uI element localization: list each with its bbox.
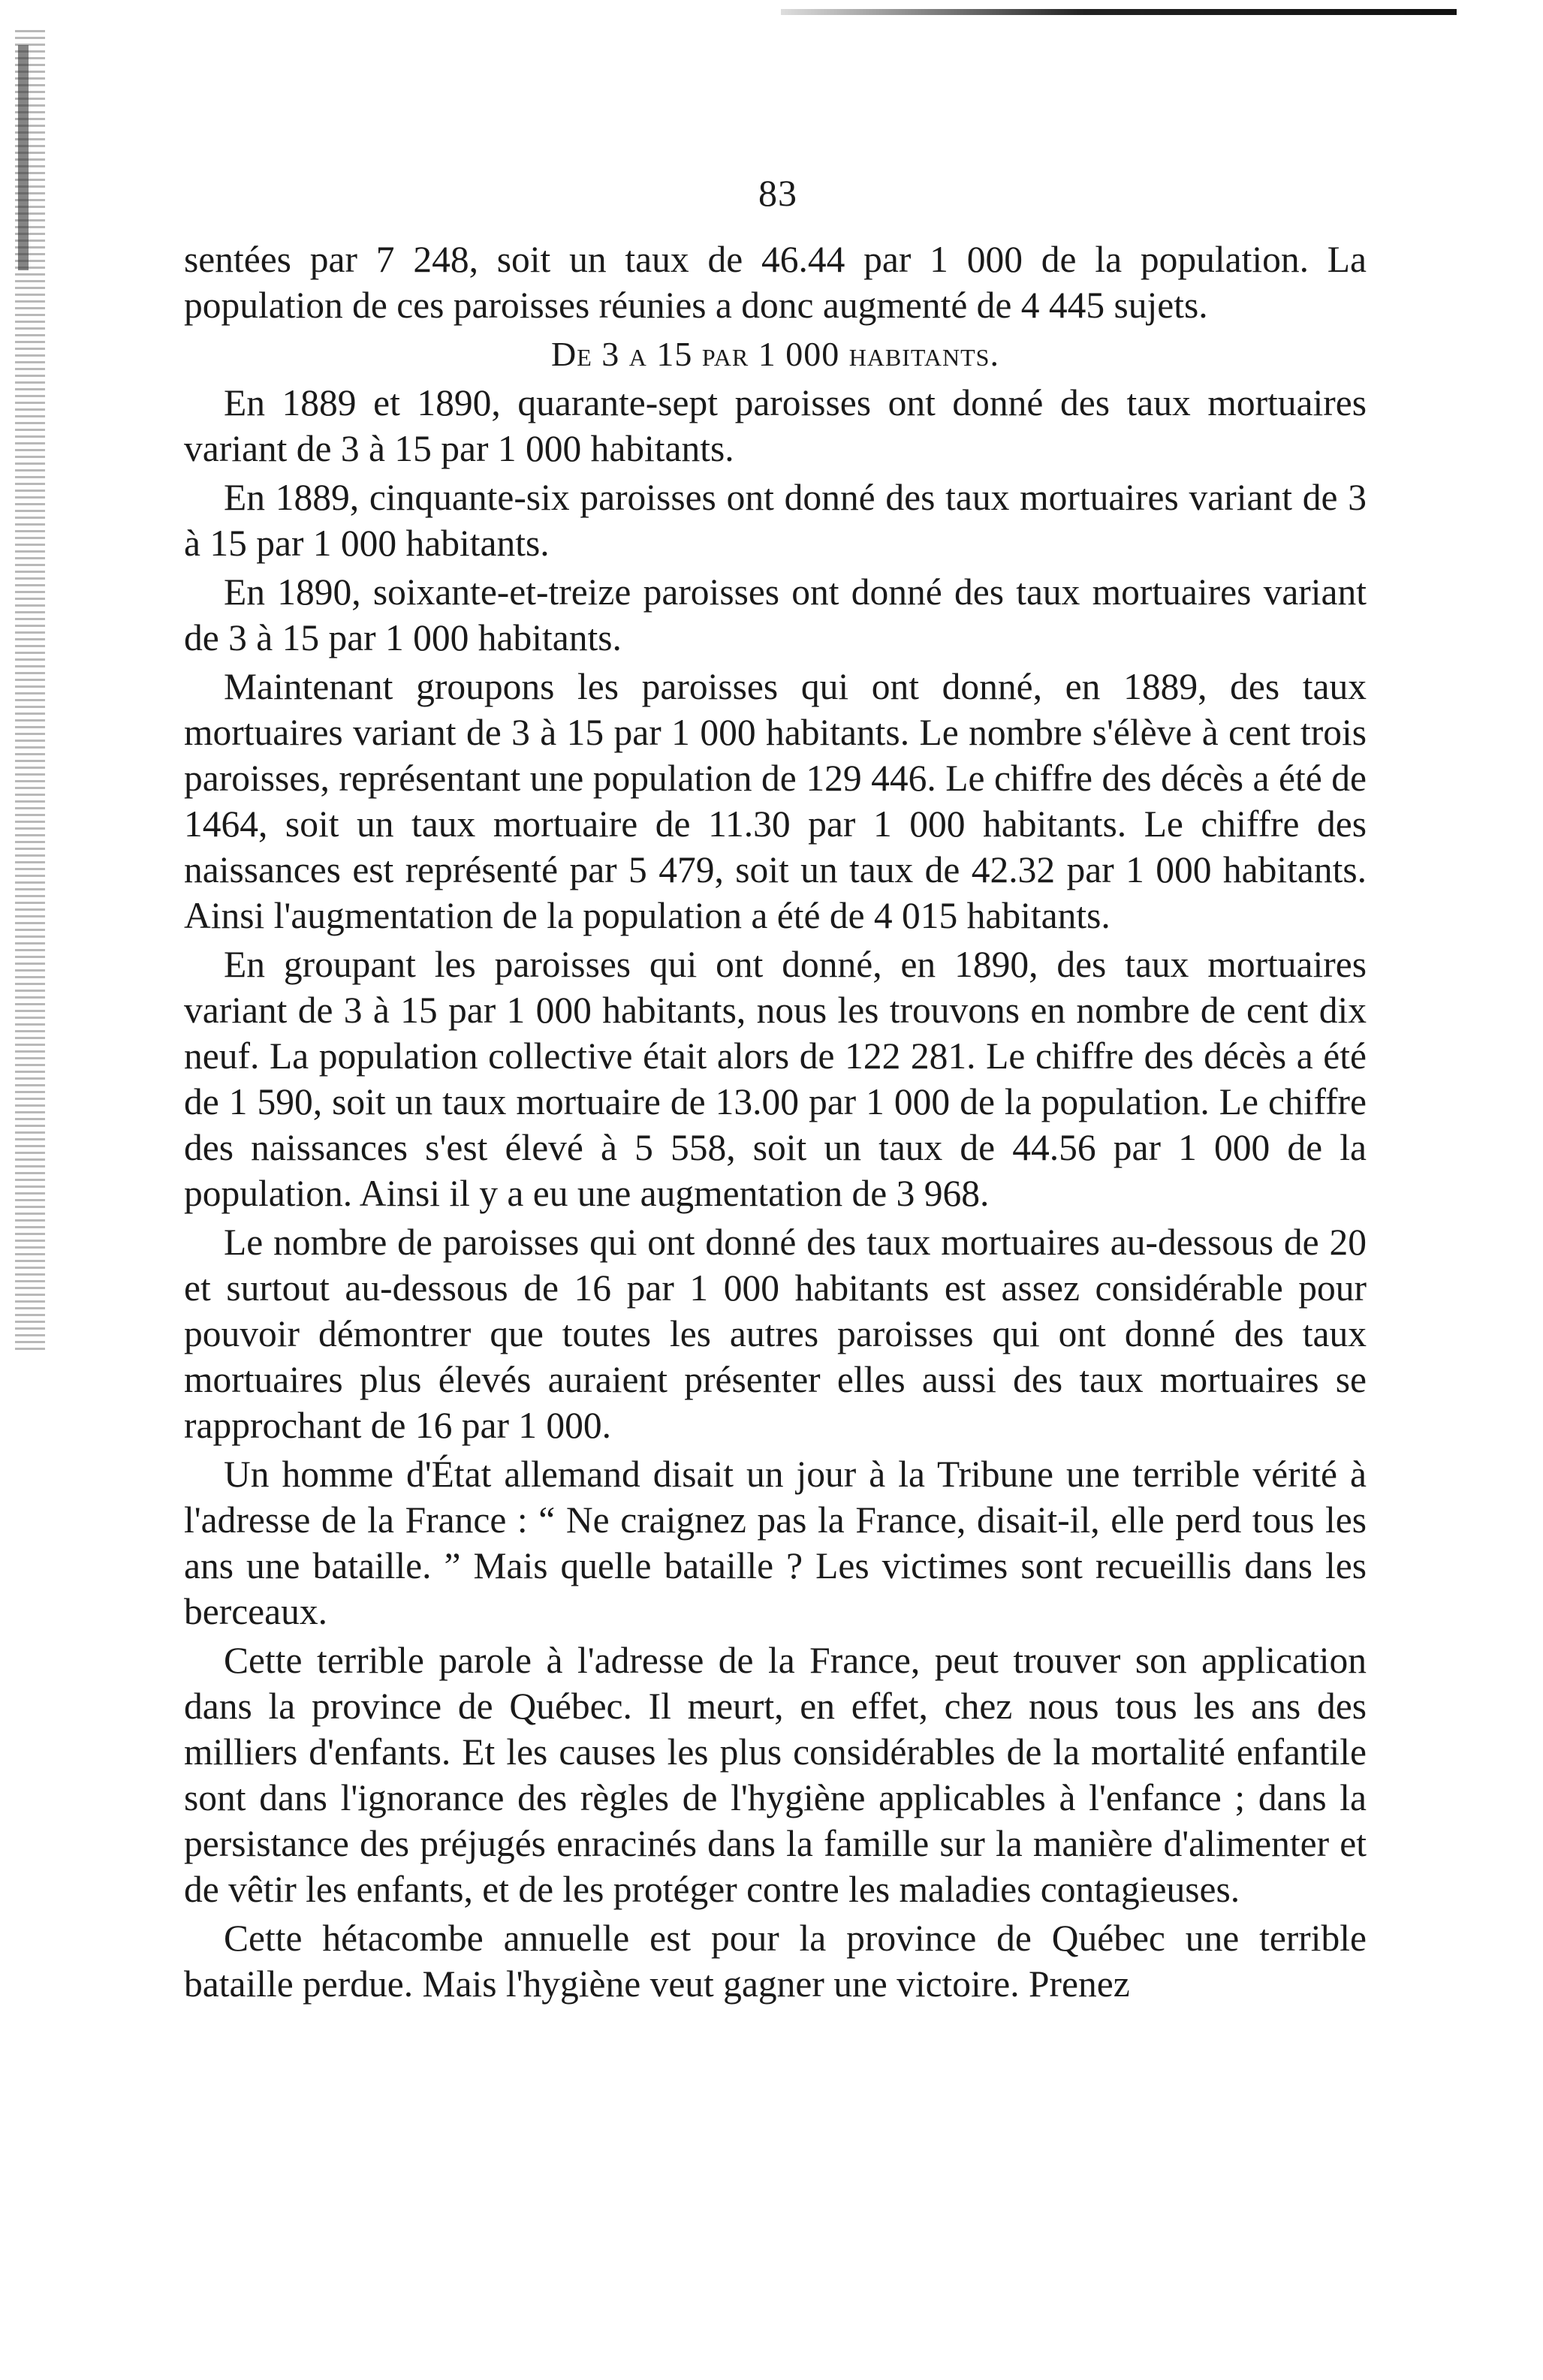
paragraph: Maintenant groupons les paroisses qui ont donné, en 1889, des taux mortuaires variant de 3 à 15 par 1 000 habitants. Le nombre s'élève à cent trois paroisses, représentant une population de 129 446. Le chiffre des décès a été de 1464, soit un taux mortuaire de 11.30 par 1 000 habitants. Le chiffre des naissances est représenté par 5 479, soit un taux de 42.32 par 1 000 habitants. Ainsi l'augmentation de la population a été de 4 015 habitants. [184, 666, 1367, 936]
paragraph: En 1889 et 1890, quarante-sept paroisses ont donné des taux mortuaires variant de 3 à 15 par 1 000 habitants. [184, 382, 1367, 469]
paragraph: Cette terrible parole à l'adresse de la France, peut trouver son application dans la province de Québec. Il meurt, en effet, chez nous tous les ans des milliers d'enfants. Et les causes les plus considérables de la mortalité enfantile sont dans l'ignorance des règles de l'hygiène applicables à l'enfance ; dans la persistance des préjugés enracinés dans la famille sur la manière d'alimenter et de vêtir les enfants, et de les protéger contre les maladies contagieuses. [184, 1640, 1367, 1910]
section-heading: De 3 a 15 par 1 000 habitants. [551, 335, 999, 373]
paragraph: Un homme d'État allemand disait un jour à la Tribune une terrible vérité à l'adresse de la France : “ Ne craignez pas la France, disait-il, elle perd tous les ans une bataille. ” Mais quelle bataille ? Les victimes sont recueillis dans les berceaux. [184, 1454, 1367, 1632]
top-scan-rule [781, 9, 1457, 15]
paragraph: Le nombre de paroisses qui ont donné des taux mortuaires au-dessous de 20 et surtout au-dessous de 16 par 1 000 habitants est assez considérable pour pouvoir démontrer que toutes les autres paroisses qui ont donné des taux mortuaires plus élevés auraient présenter elles aussi des taux mortuaires se rapprochant de 16 par 1 000. [184, 1222, 1367, 1446]
page-number: 83 [758, 172, 797, 214]
paragraph: En groupant les paroisses qui ont donné, en 1890, des taux mortuaires variant de 3 à 15 par 1 000 habitants, nous les trouvons en nombre de cent dix neuf. La population collective était alors de 122 281. Le chiffre des décès a été de 1 590, soit un taux mortuaire de 13.00 par 1 000 de la population. Le chiffre des naissances s'est élevé à 5 558, soit un taux de 44.56 par 1 000 de la population. Ainsi il y a eu une augmentation de 3 968. [184, 944, 1367, 1214]
paragraph: En 1890, soixante-et-treize paroisses ont donné des taux mortuaires variant de 3 à 15 par 1 000 habitants. [184, 571, 1367, 658]
paragraph: Cette hétacombe annuelle est pour la province de Québec une terrible bataille perdue. Mais l'hygiène veut gagner une victoire. Prenez [184, 1918, 1367, 2005]
paragraph: En 1889, cinquante-six paroisses ont donné des taux mortuaires variant de 3 à 15 par 1 000 habitants. [184, 477, 1367, 564]
page-body [184, 236, 1367, 2010]
paragraph-continued: sentées par 7 248, soit un taux de 46.44 par 1 000 de la population. La population de ces paroisses réunies a donc augmenté de 4 445 sujets. [184, 239, 1367, 326]
left-binding-shadow [18, 45, 29, 270]
